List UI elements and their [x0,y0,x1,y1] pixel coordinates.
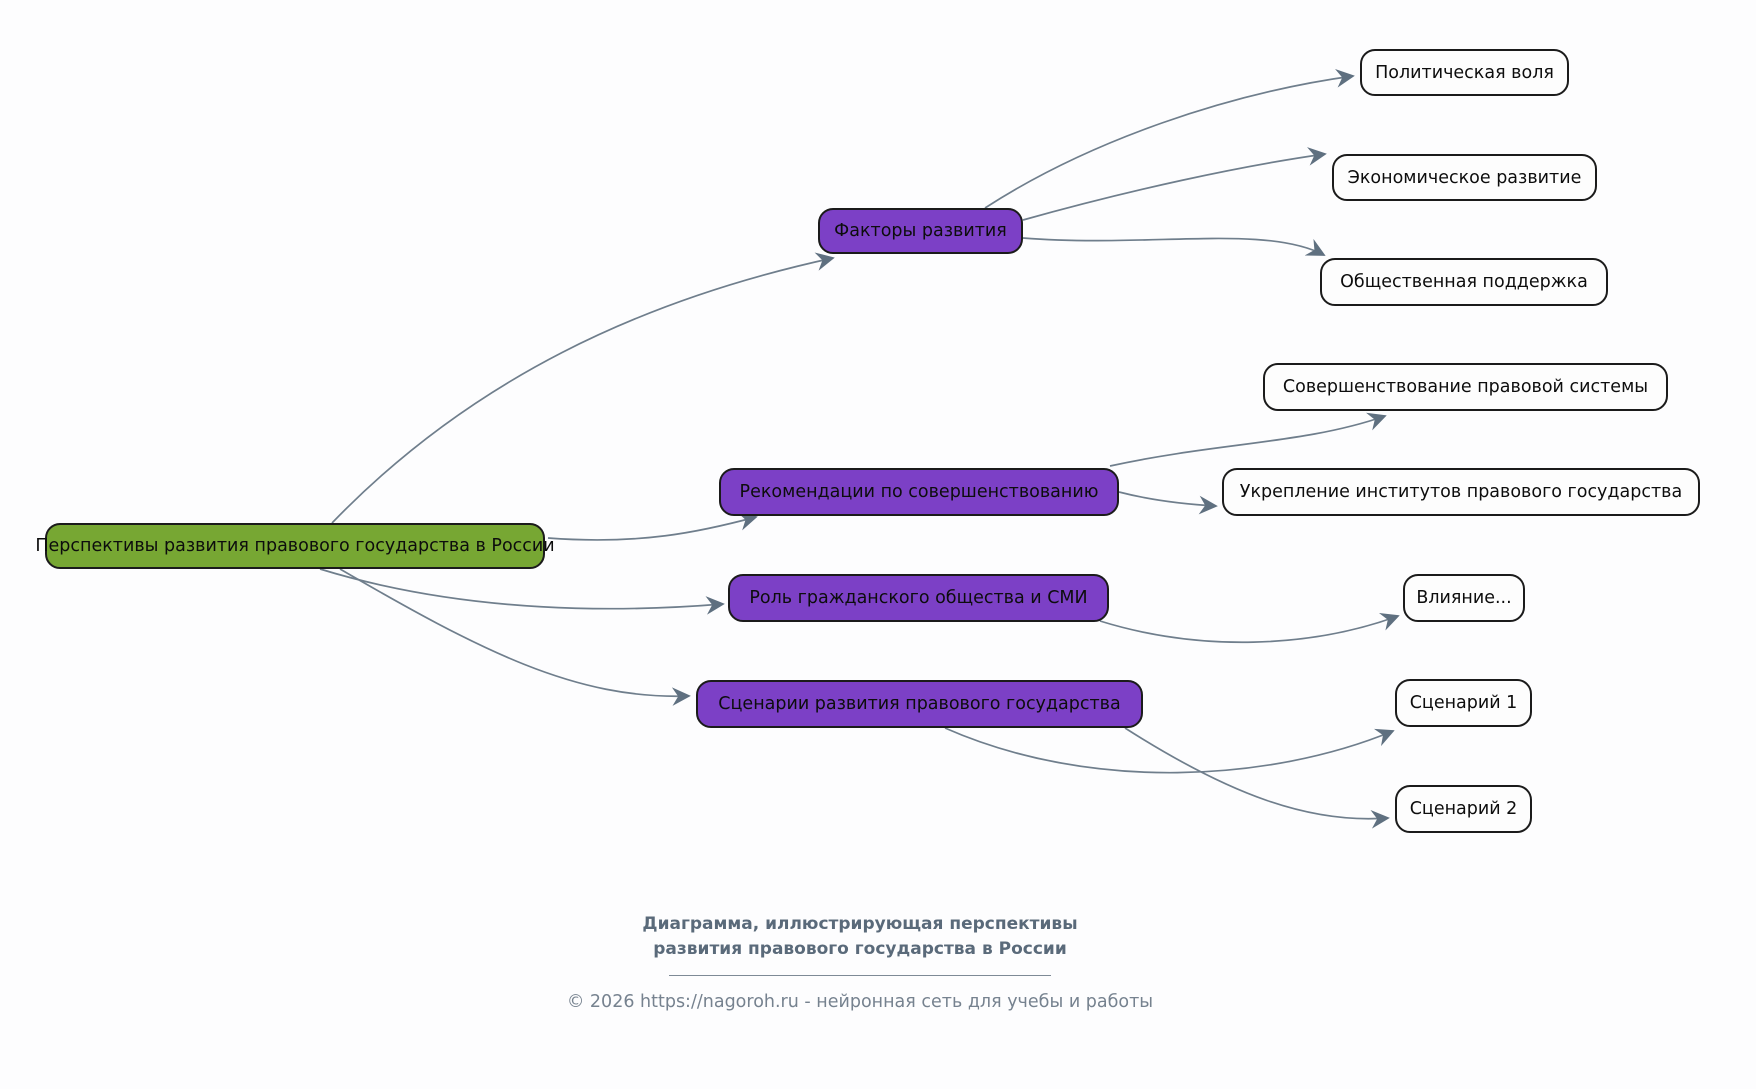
edge-scenarios-to-scenario1 [945,728,1393,773]
caption-title-line1: Диаграмма, иллюстрирующая перспективы [642,914,1078,934]
caption-copyright: © 2026 https://nagoroh.ru - нейронная сеть для учебы и работы [566,992,1154,1013]
caption [560,912,1160,1012]
leaf-node-political-will: Политическая воля [1360,49,1569,96]
branch-node-scenarios: Сценарии развития правового государства [696,680,1143,728]
edge-civil-society-to-influence [1100,616,1398,642]
caption-title-line2: развития правового государства в России [653,938,1067,959]
caption-divider [669,975,1051,976]
branch-node-civil-society: Роль гражданского общества и СМИ [728,574,1109,622]
caption-title [560,912,1160,961]
root-node-prospects: Перспективы развития правового государства в России [45,523,545,569]
edge-factors-to-political-will [985,76,1353,208]
leaf-node-public-support: Общественная поддержка [1320,258,1608,306]
edge-recommendations-to-institutions [1119,492,1216,506]
leaf-node-scenario-2: Сценарий 2 [1395,785,1532,833]
leaf-node-influence: Влияние... [1403,574,1525,622]
leaf-node-legal-system-improvement: Совершенствование правовой системы [1263,363,1668,411]
branch-node-recommendations: Рекомендации по совершенствованию [719,468,1119,516]
edge-root-to-recommendations [548,517,756,540]
leaf-node-scenario-1: Сценарий 1 [1395,679,1532,727]
edge-factors-to-public-support [1023,238,1324,255]
leaf-node-strengthening-institutions: Укрепление институтов правового государства [1222,468,1700,516]
edge-factors-to-economic-development [1023,154,1325,220]
branch-node-factors: Факторы развития [818,208,1023,254]
edge-recommendations-to-legal-system [1110,416,1385,466]
edge-root-to-civil-society [320,569,723,609]
leaf-node-economic-development: Экономическое развитие [1332,154,1597,201]
